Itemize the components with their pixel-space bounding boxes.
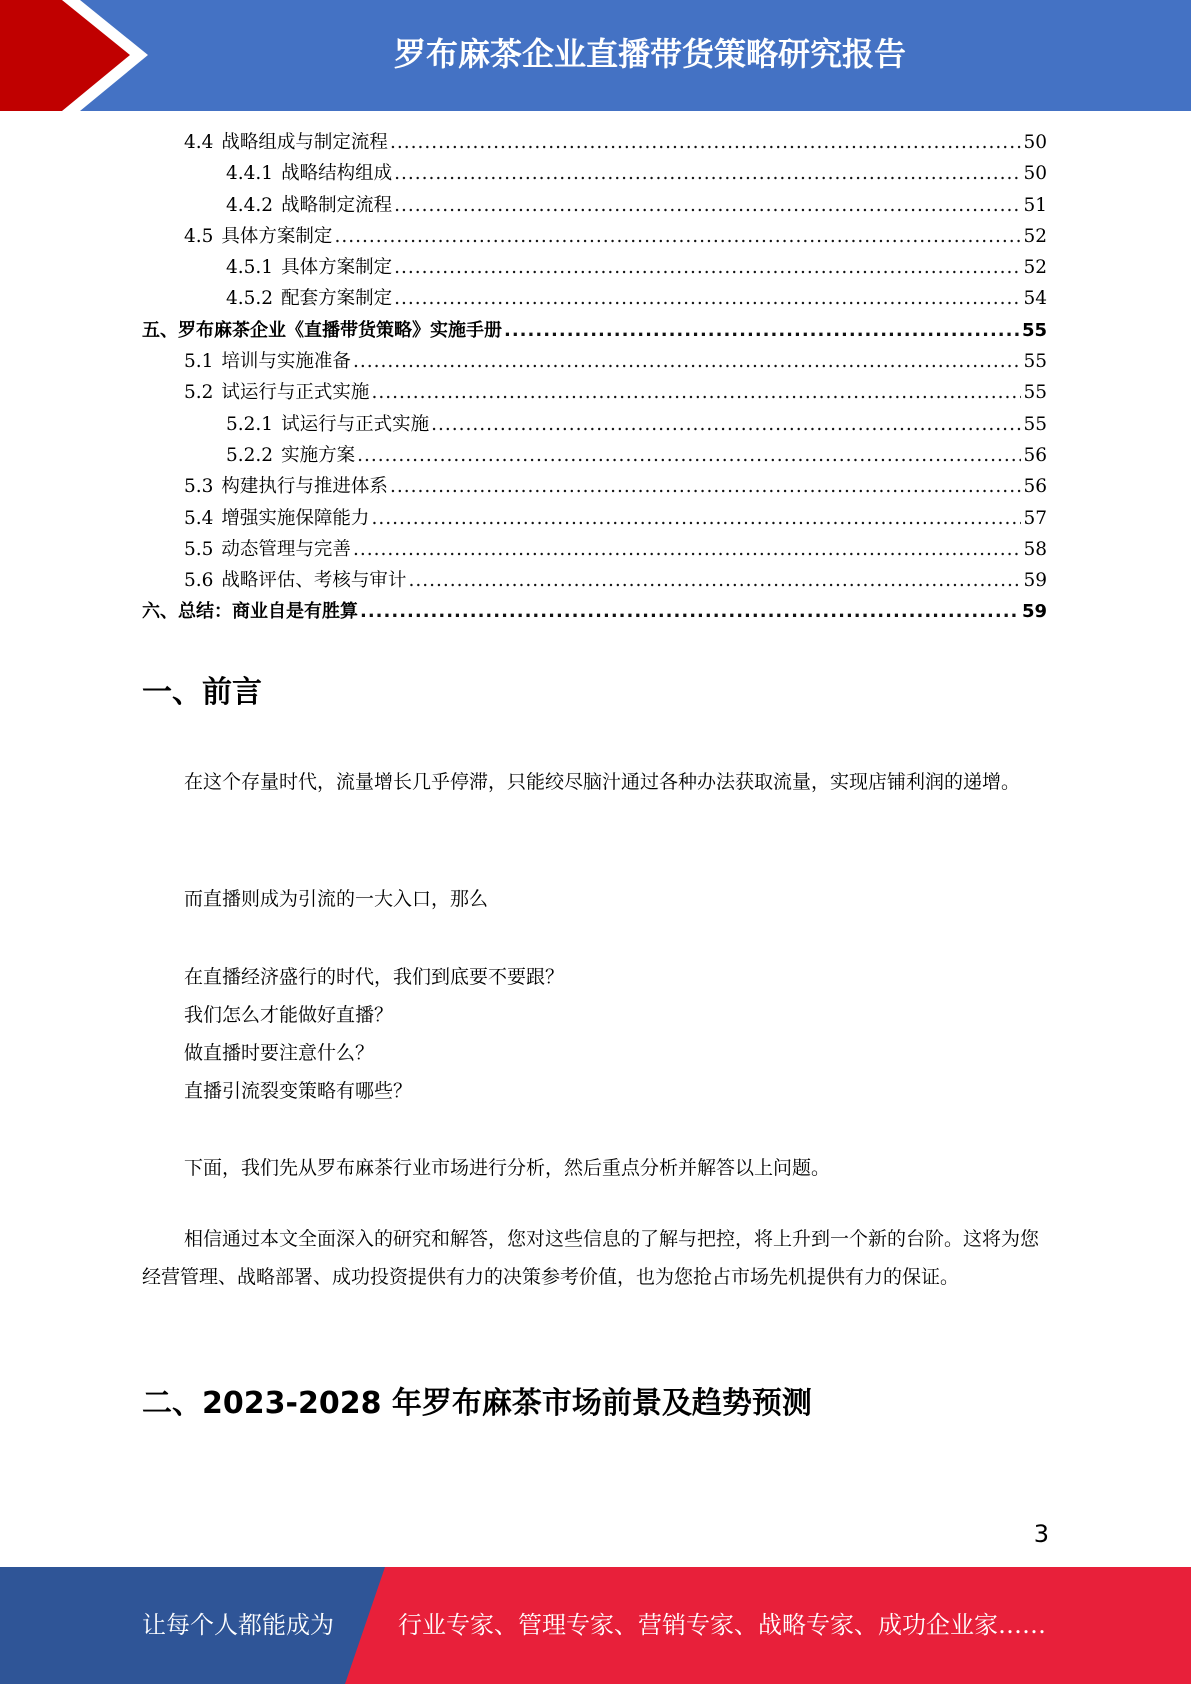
toc-entry-number: 5.5: [184, 538, 214, 560]
toc-entry-title: 五、罗布麻茶企业《直播带货策略》实施手册: [142, 319, 502, 341]
toc-entry[interactable]: [142, 128, 1047, 159]
toc-entry[interactable]: [142, 284, 1047, 315]
toc-entry[interactable]: [142, 378, 1047, 409]
body-paragraph: 相信通过本文全面深入的研究和解答，您对这些信息的了解与把控，将上升到一个新的台阶。这将为您经营管理、战略部署、成功投资提供有力的决策参考价值，也为您抢占市场先机提供有力的保证。: [142, 1228, 1040, 1288]
toc-entry-number: 4.5: [184, 225, 214, 247]
toc-entry-page: 55: [1023, 413, 1047, 435]
toc-entry-number: 4.4: [184, 132, 214, 153]
toc-entry-number: 5.4: [184, 507, 214, 529]
toc-entry[interactable]: [142, 222, 1047, 253]
toc-entry[interactable]: [142, 347, 1047, 378]
toc-leader: [408, 570, 1021, 591]
toc-entry-number: 5.6: [184, 570, 214, 592]
toc-entry-number: 5.3: [184, 476, 214, 498]
toc-leader: [390, 476, 1022, 497]
toc-entry-title: 战略评估、考核与审计: [221, 570, 407, 592]
toc-entry-page: 55: [1023, 382, 1047, 404]
toc-entry[interactable]: [142, 504, 1047, 535]
toc-entry-number: 5.1: [184, 351, 214, 373]
toc-entry-page: 50: [1023, 163, 1047, 185]
toc-entry-page: 54: [1023, 288, 1047, 310]
page-number: 3: [1033, 1520, 1049, 1548]
toc-entry-title: 增强实施保障能力: [221, 507, 370, 529]
toc-entry-title: 实施方案: [281, 444, 356, 466]
toc-entry-title: 动态管理与完善: [221, 538, 351, 560]
toc-chapter-entry[interactable]: [142, 316, 1047, 347]
toc-entry-number: 4.5.2: [226, 288, 274, 310]
toc-entry-title: 构建执行与推进体系: [221, 476, 388, 498]
question-line: 我们怎么才能做好直播？: [184, 1004, 394, 1026]
question-line: 直播引流裂变策略有哪些？: [184, 1080, 413, 1102]
page-header: [0, 0, 1191, 111]
toc-leader: [357, 445, 1021, 466]
toc-leader: [334, 226, 1021, 247]
toc-leader: [394, 195, 1021, 216]
toc-leader: [360, 601, 1020, 622]
toc-entry[interactable]: [142, 191, 1047, 222]
toc-entry-page: 51: [1023, 194, 1047, 216]
toc-entry-page: 57: [1023, 507, 1047, 529]
toc-entry-number: 5.2: [184, 382, 214, 404]
toc-entry-page: 52: [1023, 257, 1047, 279]
toc-entry-title: 具体方案制定: [281, 257, 393, 279]
toc-entry[interactable]: [142, 441, 1047, 472]
toc-entry-number: 4.4.2: [226, 194, 274, 216]
footer-slogan-left: 让每个人都能成为: [142, 1611, 334, 1639]
body-paragraph: 下面，我们先从罗布麻茶行业市场进行分析，然后重点分析并解答以上问题。: [184, 1157, 831, 1179]
toc-entry-title: 战略组成与制定流程: [221, 132, 388, 153]
page-footer: [0, 1567, 1191, 1684]
toc-entry-page: 55: [1021, 319, 1047, 341]
toc-entry-title: 培训与实施准备: [221, 351, 351, 373]
toc-leader: [353, 539, 1022, 560]
toc-entry[interactable]: [142, 472, 1047, 503]
toc-entry-number: 5.2.1: [226, 413, 274, 435]
toc-entry[interactable]: [142, 535, 1047, 566]
toc-entry-number: 4.5.1: [226, 257, 274, 279]
toc-entry-title: 试运行与正式实施: [221, 382, 370, 404]
toc-entry-title: 配套方案制定: [281, 288, 393, 310]
question-line: 做直播时要注意什么？: [184, 1042, 375, 1064]
toc-leader: [394, 163, 1021, 184]
toc-leader: [504, 320, 1020, 341]
toc-entry[interactable]: [142, 253, 1047, 284]
toc-entry-number: 5.2.2: [226, 444, 274, 466]
toc-leader: [390, 132, 1022, 153]
toc-entry[interactable]: [142, 410, 1047, 441]
toc-leader: [353, 351, 1022, 372]
body-paragraph: 在这个存量时代，流量增长几乎停滞，只能绞尽脑汁通过各种办法获取流量，实现店铺利润的递增。: [184, 771, 1021, 793]
toc-entry-page: 59: [1023, 570, 1047, 592]
toc-entry-title: 具体方案制定: [221, 225, 333, 247]
toc-leader: [394, 257, 1021, 278]
toc-entry-title: 战略制定流程: [281, 194, 393, 216]
toc-entry-title: 战略结构组成: [281, 163, 393, 185]
toc-leader: [394, 288, 1021, 309]
toc-leader: [431, 414, 1021, 435]
body-paragraph: 而直播则成为引流的一大入口，那么: [184, 888, 489, 910]
toc-entry-page: 59: [1021, 601, 1047, 623]
toc-entry-title: 试运行与正式实施: [281, 413, 430, 435]
footer-slogan-right: 行业专家、管理专家、营销专家、战略专家、成功企业家……: [398, 1611, 1046, 1639]
toc-entry-page: 55: [1023, 351, 1047, 373]
toc-entry-page: 56: [1023, 444, 1047, 466]
toc-entry-page: 56: [1023, 476, 1047, 498]
toc-entry-number: 4.4.1: [226, 163, 274, 185]
report-title: 罗布麻茶企业直播带货策略研究报告: [393, 35, 906, 73]
toc-leader: [371, 508, 1021, 529]
table-of-contents: [142, 128, 1047, 629]
toc-entry-page: 50: [1023, 132, 1047, 153]
question-line: 在直播经济盛行的时代，我们到底要不要跟？: [184, 966, 565, 988]
section-heading-forecast: 二、2023-2028 年罗布麻茶市场前景及趋势预测: [142, 1386, 812, 1421]
toc-entry-title: 六、总结：商业自是有胜算: [142, 601, 358, 623]
toc-chapter-entry[interactable]: [142, 597, 1047, 628]
toc-entry[interactable]: [142, 566, 1047, 597]
toc-entry[interactable]: [142, 159, 1047, 190]
section-heading-preface: 一、前言: [142, 675, 262, 710]
toc-entry-page: 52: [1023, 225, 1047, 247]
toc-leader: [371, 382, 1021, 403]
toc-entry-page: 58: [1023, 538, 1047, 560]
